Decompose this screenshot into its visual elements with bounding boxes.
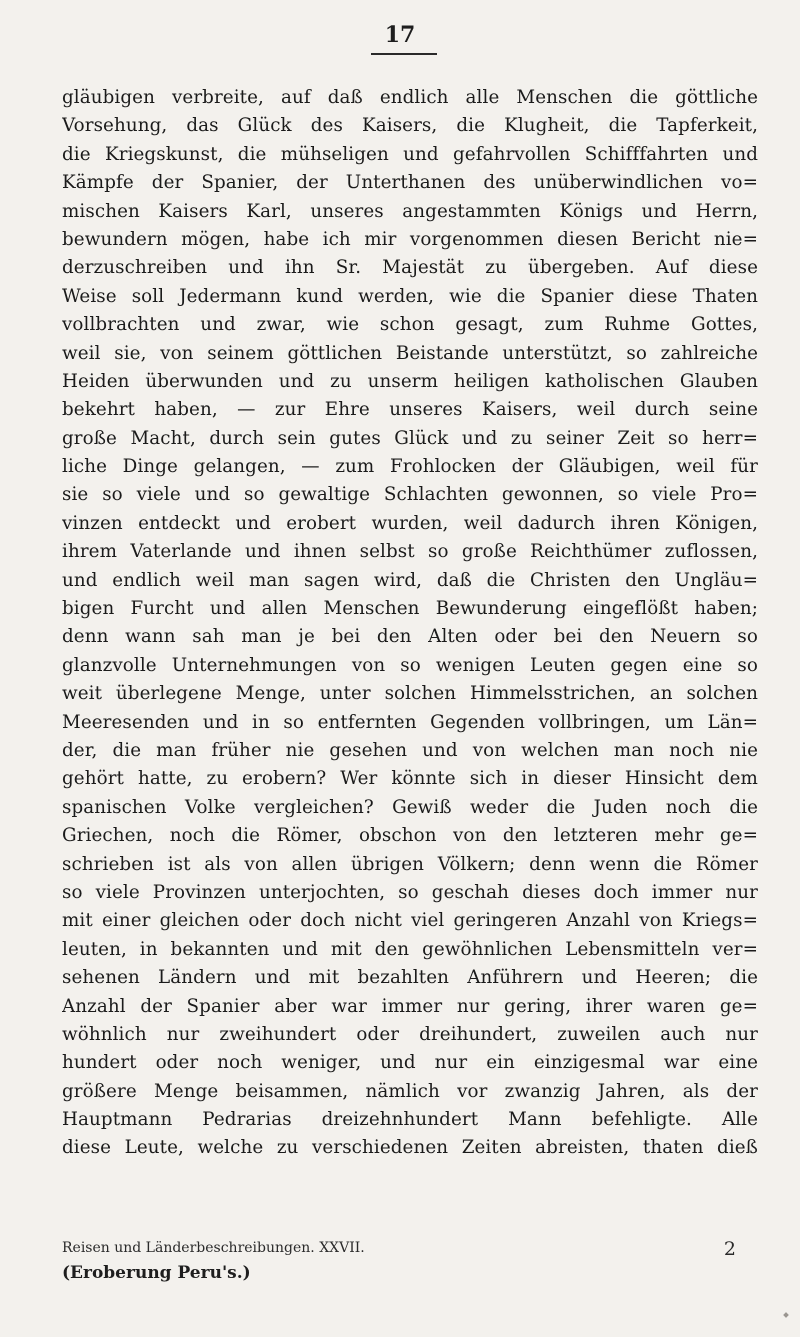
text-line: und endlich weil man sagen wird, daß die Christen den Ungläu= bbox=[62, 569, 758, 591]
text-line: gläubigen verbreite, auf daß endlich alle Menschen die göttliche bbox=[62, 87, 758, 108]
text-line: mischen Kaisers Karl, unseres angestammten Königs und Herrn, bbox=[62, 200, 758, 222]
text-line: vinzen entdeckt und erobert wurden, weil dadurch ihren Königen, bbox=[62, 512, 758, 534]
text-line: sie so viele und so gewaltige Schlachten gewonnen, so viele Pro= bbox=[62, 484, 758, 506]
text-line: Hauptmann Pedrarias dreizehnhundert Mann befehligte. Alle bbox=[62, 1109, 758, 1131]
signature-mark: 2 bbox=[723, 1238, 736, 1260]
text-line: Griechen, noch die Römer, obschon von den letzteren mehr ge= bbox=[62, 825, 758, 847]
text-line: weil sie, von seinem göttlichen Beistande unterstützt, so zahlreiche bbox=[62, 342, 758, 364]
text-line: so viele Provinzen unterjochten, so geschah dieses doch immer nur bbox=[62, 881, 758, 903]
text-line: liche Dinge gelangen, — zum Frohlocken der Gläubigen, weil für bbox=[62, 456, 758, 478]
volume-title: (Eroberung Peru's.) bbox=[62, 1263, 251, 1283]
text-line: sehenen Ländern und mit bezahlten Anführern und Heeren; die bbox=[62, 967, 758, 989]
text-line: mit einer gleichen oder doch nicht viel geringeren Anzahl von Kriegs= bbox=[62, 910, 758, 932]
text-line: bekehrt haben, — zur Ehre unseres Kaisers, weil durch seine bbox=[62, 399, 758, 421]
text-line: bigen Furcht und allen Menschen Bewunderung eingeflößt haben; bbox=[62, 598, 758, 620]
text-line: denn wann sah man je bei den Alten oder bei den Neuern so bbox=[62, 626, 758, 648]
header-rule bbox=[371, 53, 437, 55]
text-line: bewundern mögen, habe ich mir vorgenommen diesen Bericht nie= bbox=[62, 228, 758, 250]
text-line: die Kriegskunst, die mühseligen und gefahrvollen Schifffahrten und bbox=[62, 143, 758, 165]
text-line: Weise soll Jedermann kund werden, wie die Spanier diese Thaten bbox=[62, 285, 758, 307]
text-line: der, die man früher nie gesehen und von welchen man noch nie bbox=[62, 739, 758, 761]
body-text bbox=[62, 84, 758, 1163]
text-line: schrieben ist als von allen übrigen Völkern; denn wenn die Römer bbox=[62, 853, 758, 875]
text-line: weit überlegene Menge, unter solchen Himmelsstrichen, an solchen bbox=[62, 683, 758, 705]
text-line: ihrem Vaterlande und ihnen selbst so große Reichthümer zuflossen, bbox=[62, 541, 758, 563]
text-line: Heiden überwunden und zu unserm heiligen katholischen Glauben bbox=[62, 370, 758, 392]
corner-speck bbox=[783, 1312, 789, 1318]
text-line: leuten, in bekannten und mit den gewöhnlichen Lebensmitteln ver= bbox=[62, 938, 758, 960]
text-line: größere Menge beisammen, nämlich vor zwanzig Jahren, als der bbox=[62, 1080, 758, 1102]
text-line: diese Leute, welche zu verschiedenen Zeiten abreisten, thaten dieß bbox=[62, 1137, 758, 1159]
text-line: Vorsehung, das Glück des Kaisers, die Klugheit, die Tapferkeit, bbox=[62, 115, 758, 137]
text-line: spanischen Volke vergleichen? Gewiß weder die Juden noch die bbox=[62, 796, 758, 818]
text-line: derzuschreiben und ihn Sr. Majestät zu übergeben. Auf diese bbox=[62, 257, 758, 279]
text-line: glanzvolle Unternehmungen von so wenigen Leuten gegen eine so bbox=[62, 654, 758, 676]
text-line: Meeresenden und in so entfernten Gegenden vollbringen, um Län= bbox=[62, 711, 758, 733]
page-footer bbox=[62, 1240, 758, 1260]
text-line: vollbrachten und zwar, wie schon gesagt, zum Ruhme Gottes, bbox=[62, 314, 758, 336]
page-number: 17 bbox=[384, 22, 416, 48]
text-line: hundert oder noch weniger, und nur ein einzigesmal war eine bbox=[62, 1052, 758, 1074]
text-line: Anzahl der Spanier aber war immer nur gering, ihrer waren ge= bbox=[62, 995, 758, 1017]
text-line: wöhnlich nur zweihundert oder dreihundert, zuweilen auch nur bbox=[62, 1023, 758, 1045]
text-line: gehört hatte, zu erobern? Wer könnte sich in dieser Hinsicht dem bbox=[62, 768, 758, 790]
text-line: große Macht, durch sein gutes Glück und zu seiner Zeit so herr= bbox=[62, 427, 758, 449]
text-line: Kämpfe der Spanier, der Unterthanen des unüberwindlichen vo= bbox=[62, 172, 758, 194]
series-title: Reisen und Länderbeschreibungen. XXVII. bbox=[62, 1240, 365, 1256]
